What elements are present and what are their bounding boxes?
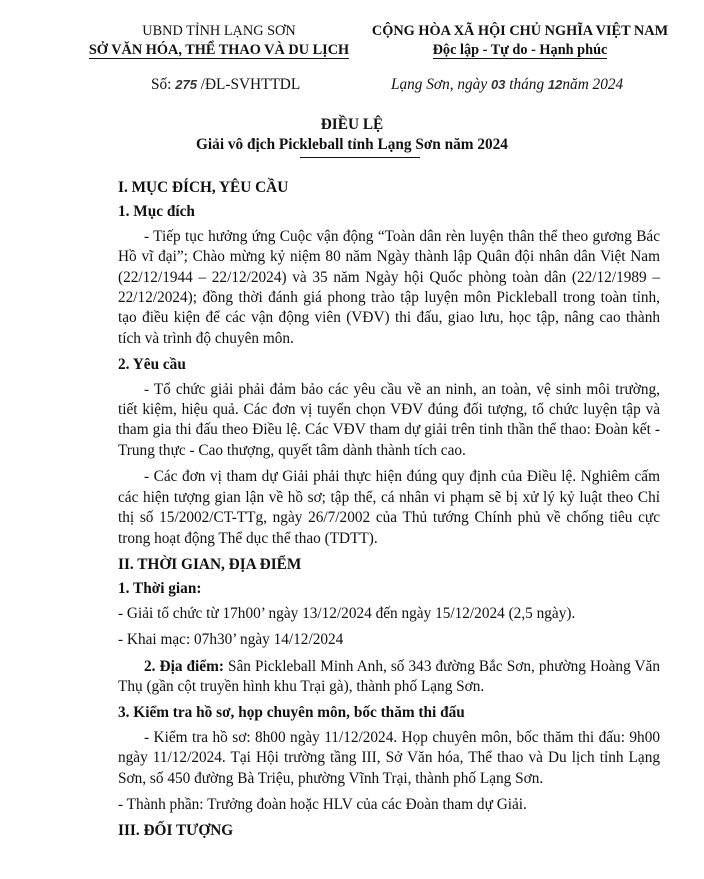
section-1-heading: I. MỤC ĐÍCH, YÊU CẦU (118, 179, 289, 196)
national-motto (360, 22, 680, 60)
section-2-2-paragraph (118, 657, 660, 698)
authority-line-2 (88, 41, 350, 60)
document-body (118, 178, 660, 842)
document-number (151, 76, 300, 94)
section-1-2-paragraph-1: - Tổ chức giải phải đảm bảo các yêu cầu về an ninh, an toàn, vệ sinh môi trường, tiết kiệm, hiệu quả. Các đơn vị tuyển chọn VĐV đúng đối tượng, tổ chức luyện tập và tham gia thi đấu theo Điều lệ. Các VĐV tham dự giải trên tinh thần thể thao: Đoàn kết - Trung thực - Cao thượng, quyết tâm dành thành tích cao. (118, 380, 660, 459)
date-place: Lạng Sơn, ngày (391, 76, 491, 93)
date-day: 03 (490, 77, 506, 92)
section-2-2-text: Sân Pickleball Minh Anh, số 343 đường Bắc Sơn, phường Hoàng Văn Thụ (gần cột truyền hình khu Trại gà), thành phố Lạng Sơn. (118, 657, 660, 695)
number-suffix: /ĐL-SVHTTDL (196, 76, 301, 93)
number-value: 275 (175, 77, 197, 92)
section-2-3-paragraph-2: - Thành phần: Trưởng đoàn hoặc HLV của các Đoàn tham dự Giải. (118, 795, 527, 813)
motto-line (360, 41, 680, 60)
section-2-1-paragraph-1: - Giải tổ chức từ 17h00’ ngày 13/12/2024 đến ngày 15/12/2024 (2,5 ngày). (118, 604, 576, 622)
section-2-3-heading: 3. Kiểm tra hồ sơ, họp chuyên môn, bốc thăm thi đấu (118, 704, 465, 722)
section-1-1-heading: 1. Mục đích (118, 203, 195, 221)
section-1-1-paragraph: - Tiếp tục hưởng ứng Cuộc vận động “Toàn dân rèn luyện thân thể theo gương Bác Hồ vĩ đại”; Chào mừng kỷ niệm 80 năm Ngày thành lập Quân đội nhân dân Việt Nam (22/12/1944 – 22/12/2024) và 35 năm Ngày hội Quốc phòng toàn dân (22/12/1989 – 22/12/2024); đồng thời đánh giá phong trào tập luyện môn Pickleball trong toàn tỉnh, tạo điều kiện để các vận động viên (VĐV) thi đấu, giao lưu, học tập, nâng cao thành tích và trình độ chuyên môn. (118, 227, 660, 347)
document-subtitle: Giải vô địch Pickleball tỉnh Lạng Sơn năm 2024 (196, 136, 508, 153)
date-month-label: tháng (505, 76, 548, 93)
section-1-2-heading: 2. Yêu cầu (118, 356, 186, 374)
date-year: năm 2024 (562, 76, 624, 93)
motto-text: Độc lập - Tự do - Hạnh phúc (432, 42, 608, 58)
authority-name: SỞ VĂN HÓA, THỂ THAO VÀ DU LỊCH (88, 42, 350, 58)
date-month: 12 (547, 77, 563, 92)
section-2-1-heading: 1. Thời gian: (118, 580, 202, 598)
section-2-3-paragraph-1: - Kiểm tra hồ sơ: 8h00 ngày 11/12/2024. Họp chuyên môn, bốc thăm thi đấu: 9h00 ngày 11/12/2024. Tại Hội trường tầng III, Sở Văn hóa, Thể thao và Du lịch tỉnh Lạng Sơn, số 450 đường Bà Triệu, phường Vĩnh Trại, thành phố Lạng Sơn. (118, 728, 660, 787)
section-2-heading: II. THỜI GIAN, ĐỊA ĐIỂM (118, 555, 302, 573)
number-prefix: Số: (151, 76, 176, 93)
issuing-authority (88, 22, 350, 60)
section-2-2-label: 2. Địa điểm: (144, 657, 224, 675)
authority-line-1: UBND TỈNH LẠNG SƠN (142, 23, 296, 39)
section-3-heading: III. ĐỐI TƯỢNG (118, 822, 234, 840)
subtitle-divider (300, 157, 420, 158)
issue-date (391, 76, 623, 94)
section-2-1-paragraph-2: - Khai mạc: 07h30’ ngày 14/12/2024 (118, 631, 344, 649)
section-1-2-paragraph-2: - Các đơn vị tham dự Giải phải thực hiện đúng quy định của Điều lệ. Nghiêm cấm các hiện tượng gian lận về hồ sơ; tập thể, cá nhân vi phạm sẽ bị xử lý kỷ luật theo Chỉ thị số 15/2002/CT-TTg, ngày 26/7/2002 của Thủ tướng Chính phủ về chống tiêu cực trong hoạt động Thể dục thể thao (TDTT). (118, 468, 660, 547)
country-name: CỘNG HÒA XÃ HỘI CHỦ NGHĨA VIỆT NAM (371, 23, 669, 39)
document-title: ĐIỀU LỆ (320, 116, 384, 133)
